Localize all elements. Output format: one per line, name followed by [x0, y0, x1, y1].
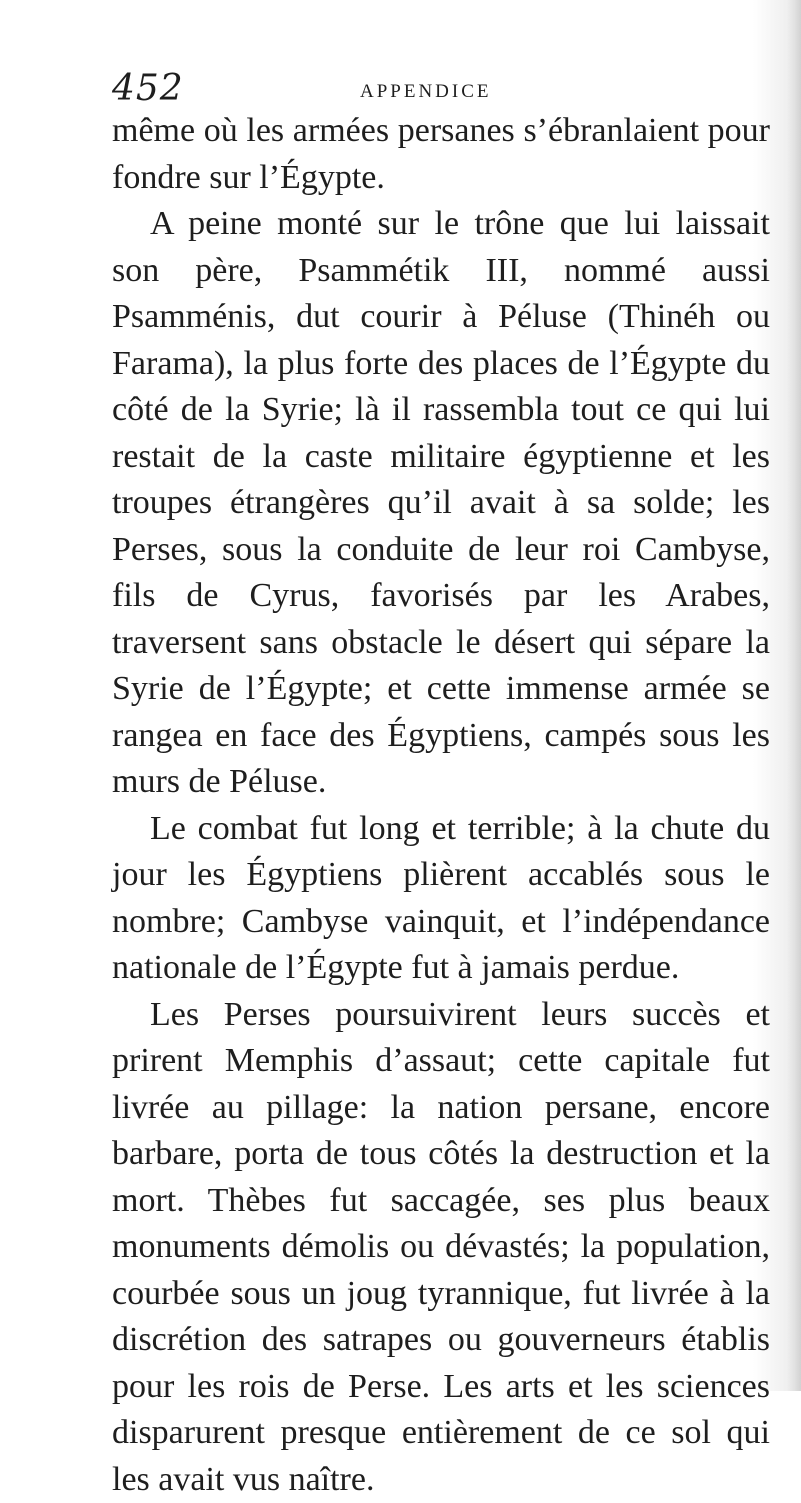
page-number: 452 [112, 68, 184, 109]
paragraph-text: A peine monté sur le trône que lui laissait son père, Psammétik III, nommé aussi Psamménis, dut courir à Péluse (Thinéh ou Farama), la plus forte des places de l’Égypte du côté de la Syrie; là il rassembla tout ce qui lui restait de la caste militaire égyptienne et les troupes étrangères qu’il avait à sa solde; les Perses, sous la conduite de leur roi Cambyse, fils de Cyrus, favorisés par les Arabes, traversent sans obstacle le désert qui sépare la Syrie de l’Égypte; et cette immense armée se rangea en face des Égyptiens, campés sous les murs de Péluse. [112, 205, 770, 800]
paragraph-conquest [112, 992, 770, 1503]
paragraph-text: Le combat fut long et terrible; à la chute du jour les Égyptiens plièrent accablés sous le nombre; Cambyse vainquit, et l’indépendance nationale de l’Égypte fut à jamais perdue. [112, 810, 770, 987]
paragraph-text: Les Perses poursuivirent leurs succès et prirent Memphis d’assaut; cette capitale fut livrée au pillage: la nation persane, encore barbare, porta de tous côtés la destruction et la mort. Thèbes fut saccagée, ses plus beaux monuments démolis ou dévastés; la population, courbée sous un joug tyrannique, fut livrée à la discrétion des satrapes ou gouverneurs établis pour les rois de Perse. Les arts et les sciences disparurent presque entièrement de ce sol qui les avait vus naître. [112, 996, 770, 1498]
paragraph-combat [112, 806, 770, 992]
paragraph-psammetik [112, 201, 770, 806]
running-title: APPENDICE [360, 81, 492, 103]
page-edge-shadow [787, 0, 801, 1391]
body-text [112, 108, 770, 1503]
paragraph-continuation [112, 108, 770, 201]
paragraph-text: même où les armées persanes s’ébranlaient pour fondre sur l’Égypte. [112, 112, 770, 196]
